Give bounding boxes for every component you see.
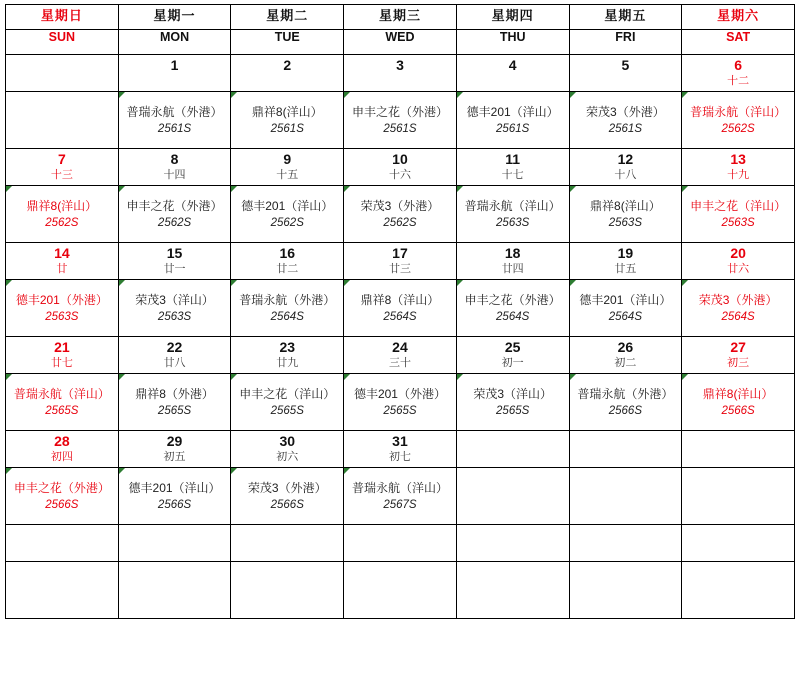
calendar-empty-cell: [456, 468, 569, 525]
calendar-event-cell[interactable]: [231, 186, 344, 243]
day-number: 19: [617, 245, 634, 261]
voyage-code: 2564S: [383, 311, 417, 323]
vessel-name: 德丰201（洋山）: [466, 105, 559, 119]
day-number: 7: [57, 151, 66, 167]
header-row-chinese: [6, 5, 795, 30]
day-number: 25: [504, 339, 521, 355]
weekday-header-en-sat: SAT: [682, 30, 795, 55]
weekday-header-cn-wed: 星期三: [344, 5, 457, 30]
vessel-name: 申丰之花（外港）: [13, 481, 110, 495]
event-block: [6, 92, 118, 104]
day-event-row: [6, 374, 795, 431]
vessel-name: 德丰201（外港）: [15, 293, 108, 307]
calendar-day-cell[interactable]: [682, 525, 795, 562]
vessel-name: 荣茂3（洋山）: [473, 387, 552, 401]
day-number: 29: [166, 433, 183, 449]
calendar-event-cell[interactable]: [344, 468, 457, 525]
event-block: [457, 92, 569, 138]
vessel-name: 普瑞永航（洋山）: [464, 199, 561, 213]
calendar-day-cell[interactable]: [6, 431, 119, 468]
vessel-name: 申丰之花（洋山）: [690, 199, 787, 213]
event-block: [119, 92, 231, 138]
day-number: [570, 525, 682, 527]
calendar-event-cell[interactable]: [344, 374, 457, 431]
day-number: 27: [730, 339, 746, 355]
calendar-event-cell[interactable]: [231, 280, 344, 337]
vessel-name: 普瑞永航（洋山）: [351, 481, 448, 495]
event-block: [344, 468, 456, 514]
event-block: [6, 468, 118, 514]
lunar-date: 十八: [614, 169, 637, 181]
calendar-empty-cell: [6, 562, 119, 619]
calendar-empty-cell: [6, 92, 119, 149]
lunar-date: 十四: [163, 169, 186, 181]
day-number: 2: [283, 57, 292, 73]
calendar-day-cell[interactable]: [569, 337, 682, 374]
calendar-empty-cell: [682, 468, 795, 525]
event-block: [119, 186, 231, 232]
calendar-event-cell[interactable]: [569, 374, 682, 431]
calendar-event-cell[interactable]: [231, 92, 344, 149]
calendar-day-cell[interactable]: [344, 149, 457, 186]
vessel-name: 普瑞永航（洋山）: [690, 105, 787, 119]
event-block: [344, 92, 456, 138]
voyage-code: 2562S: [383, 217, 417, 229]
calendar-empty-cell: [569, 468, 682, 525]
day-number: 11: [505, 151, 521, 167]
event-block: [457, 186, 569, 232]
day-number-row: [6, 149, 795, 186]
calendar-day-cell[interactable]: [231, 525, 344, 562]
vessel-name: 普瑞永航（外港）: [239, 293, 336, 307]
weekday-header-cn-thu: 星期四: [456, 5, 569, 30]
calendar-event-cell[interactable]: [6, 280, 119, 337]
lunar-date: 廿七: [50, 357, 73, 369]
voyage-code: 2561S: [270, 123, 304, 135]
lunar-date: 廿三: [388, 263, 411, 275]
vessel-name: 德丰201（洋山）: [241, 199, 334, 213]
day-number: 8: [170, 151, 179, 167]
voyage-code: 2561S: [496, 123, 530, 135]
calendar-event-cell[interactable]: [118, 186, 231, 243]
calendar-event-cell[interactable]: [118, 280, 231, 337]
vessel-name: 德丰201（洋山）: [579, 293, 672, 307]
lunar-date: 廿: [56, 263, 68, 275]
calendar-event-cell[interactable]: [6, 186, 119, 243]
lunar-date: 十九: [727, 169, 750, 181]
lunar-date: 十七: [501, 169, 524, 181]
calendar-day-cell[interactable]: [118, 149, 231, 186]
vessel-name: 荣茂3（外港）: [586, 105, 665, 119]
calendar-event-cell[interactable]: [682, 374, 795, 431]
calendar-event-cell[interactable]: [569, 186, 682, 243]
day-number: 31: [392, 433, 408, 449]
day-number: 15: [166, 245, 183, 261]
weekday-header-cn-sat: 星期六: [682, 5, 795, 30]
voyage-code: 2566S: [270, 499, 304, 511]
calendar-day-cell[interactable]: [456, 243, 569, 280]
voyage-code: 2563S: [608, 217, 642, 229]
day-number-row: [6, 55, 795, 92]
voyage-code: 2561S: [157, 123, 192, 135]
vessel-name: 普瑞永航（外港）: [126, 105, 223, 119]
calendar-event-cell[interactable]: [682, 280, 795, 337]
vessel-name: 荣茂3（外港）: [360, 199, 440, 213]
lunar-date: 初五: [163, 451, 186, 463]
lunar-date: 十六: [388, 169, 411, 181]
day-number: [119, 525, 231, 527]
day-event-row: [6, 468, 795, 525]
calendar-day-cell[interactable]: [569, 55, 682, 92]
day-number: 26: [617, 339, 634, 355]
voyage-code: 2565S: [157, 405, 192, 417]
day-event-row: [6, 186, 795, 243]
event-block: [119, 374, 231, 420]
calendar-day-cell[interactable]: [344, 337, 457, 374]
day-number: 20: [730, 245, 746, 261]
calendar-day-cell[interactable]: [569, 149, 682, 186]
calendar-day-cell[interactable]: [682, 243, 795, 280]
vessel-name: 鼎祥8(洋山）: [251, 105, 323, 119]
voyage-code: 2562S: [721, 123, 755, 135]
lunar-date: 廿四: [501, 263, 524, 275]
event-block: [231, 186, 343, 232]
lunar-date: 初二: [614, 357, 637, 369]
calendar-day-cell[interactable]: [6, 243, 119, 280]
lunar-date: 廿八: [163, 357, 186, 369]
vessel-name: 荣茂3（外港）: [698, 293, 778, 307]
event-block: [682, 562, 794, 574]
vessel-name: 鼎祥8（外港）: [135, 387, 214, 401]
calendar-day-cell[interactable]: [344, 431, 457, 468]
calendar-event-cell[interactable]: [344, 186, 457, 243]
day-number: [457, 525, 569, 527]
event-block: [344, 186, 456, 232]
calendar-day-cell[interactable]: [231, 243, 344, 280]
calendar-event-cell[interactable]: [118, 468, 231, 525]
weekday-header-cn-tue: 星期二: [231, 5, 344, 30]
day-event-row: [6, 92, 795, 149]
voyage-code: 2564S: [270, 311, 304, 323]
vessel-name: 申丰之花（外港）: [351, 105, 448, 119]
calendar-empty-cell: [118, 562, 231, 619]
event-block: [6, 280, 118, 326]
day-number: [570, 431, 682, 433]
lunar-date: 十二: [727, 75, 750, 87]
weekday-header-en-thu: THU: [456, 30, 569, 55]
event-block: [682, 186, 794, 232]
calendar-day-cell[interactable]: [118, 431, 231, 468]
calendar-day-cell[interactable]: [456, 431, 569, 468]
event-block: [457, 374, 569, 420]
voyage-code: 2561S: [383, 123, 417, 135]
lunar-date: 廿六: [727, 263, 750, 275]
day-number: 21: [54, 339, 70, 355]
vessel-name: 申丰之花（洋山）: [239, 387, 336, 401]
vessel-name: 鼎祥8(洋山）: [26, 199, 98, 213]
day-number: 18: [504, 245, 521, 261]
voyage-code: 2566S: [721, 405, 755, 417]
calendar-day-cell[interactable]: [118, 243, 231, 280]
voyage-code: 2566S: [608, 405, 642, 417]
event-block: [231, 562, 343, 574]
calendar-day-cell[interactable]: [569, 243, 682, 280]
calendar-day-cell[interactable]: [456, 525, 569, 562]
weekday-header-en-sun: SUN: [6, 30, 119, 55]
schedule-calendar: [5, 4, 795, 619]
calendar-day-cell[interactable]: [118, 55, 231, 92]
weekday-header-cn-mon: 星期一: [118, 5, 231, 30]
event-block: [6, 186, 118, 232]
event-block: [682, 92, 794, 138]
event-block: [119, 468, 231, 514]
day-number: [344, 525, 456, 527]
vessel-name: 德丰201（外港）: [353, 387, 446, 401]
calendar-day-cell[interactable]: [569, 431, 682, 468]
voyage-code: 2565S: [496, 405, 530, 417]
calendar-event-cell[interactable]: [118, 374, 231, 431]
day-number: 6: [734, 57, 742, 73]
calendar-event-cell[interactable]: [456, 186, 569, 243]
lunar-date: 廿一: [163, 263, 186, 275]
day-number: 23: [279, 339, 296, 355]
event-block: [231, 468, 343, 514]
weekday-header-cn-sun: 星期日: [6, 5, 119, 30]
voyage-code: 2563S: [721, 217, 755, 229]
calendar-event-cell[interactable]: [344, 92, 457, 149]
calendar-day-cell[interactable]: [682, 431, 795, 468]
calendar-day-cell[interactable]: [682, 149, 795, 186]
day-number: 14: [54, 245, 70, 261]
calendar-day-cell[interactable]: [344, 55, 457, 92]
event-block: [344, 374, 456, 420]
voyage-code: 2564S: [496, 311, 530, 323]
day-number-row: [6, 525, 795, 562]
vessel-name: 鼎祥8(洋山）: [702, 387, 774, 401]
voyage-code: 2565S: [270, 405, 304, 417]
day-number: 13: [730, 151, 746, 167]
event-block: [570, 562, 682, 574]
calendar-day-cell[interactable]: [6, 149, 119, 186]
vessel-name: 普瑞永航（洋山）: [13, 387, 110, 401]
calendar-event-cell[interactable]: [456, 92, 569, 149]
calendar-empty-cell: [344, 562, 457, 619]
voyage-code: 2562S: [270, 217, 304, 229]
event-block: [6, 562, 118, 574]
lunar-date: 三十: [388, 357, 411, 369]
lunar-date: 初三: [727, 357, 750, 369]
event-block: [457, 280, 569, 326]
day-number-row: [6, 337, 795, 374]
calendar-day-cell[interactable]: [682, 337, 795, 374]
vessel-name: 荣茂3（外港）: [247, 481, 327, 495]
day-number: [457, 431, 569, 433]
day-number: 24: [392, 339, 408, 355]
header-row-english: [6, 30, 795, 55]
day-number: [231, 525, 343, 527]
event-block: [231, 280, 343, 326]
calendar-day-cell[interactable]: [6, 525, 119, 562]
calendar-day-cell[interactable]: [231, 149, 344, 186]
voyage-code: 2563S: [496, 217, 530, 229]
calendar-event-cell[interactable]: [344, 280, 457, 337]
event-block: [457, 468, 569, 480]
vessel-name: 申丰之花（外港）: [126, 199, 223, 213]
day-number: 12: [617, 151, 634, 167]
day-number: 9: [283, 151, 292, 167]
event-block: [119, 280, 231, 326]
day-number: 1: [170, 57, 179, 73]
event-block: [570, 374, 682, 420]
voyage-code: 2562S: [45, 217, 79, 229]
calendar-day-cell[interactable]: [344, 525, 457, 562]
day-number-row: [6, 243, 795, 280]
calendar-event-cell[interactable]: [682, 186, 795, 243]
event-block: [344, 562, 456, 574]
weekday-header-en-wed: WED: [344, 30, 457, 55]
day-number: 3: [396, 57, 404, 73]
weekday-header-en-fri: FRI: [569, 30, 682, 55]
calendar-empty-cell: [231, 562, 344, 619]
calendar-day-cell[interactable]: [456, 55, 569, 92]
calendar-day-cell[interactable]: [456, 337, 569, 374]
day-number: [6, 55, 118, 57]
calendar-day-cell[interactable]: [682, 55, 795, 92]
day-number: [682, 525, 794, 527]
event-block: [344, 280, 456, 326]
voyage-code: 2565S: [45, 405, 79, 417]
vessel-name: 申丰之花（外港）: [464, 293, 561, 307]
lunar-date: 初七: [388, 451, 411, 463]
day-number: 16: [279, 245, 296, 261]
vessel-name: 德丰201（洋山）: [128, 481, 221, 495]
day-event-row: [6, 562, 795, 619]
calendar-event-cell[interactable]: [6, 468, 119, 525]
event-block: [231, 374, 343, 420]
lunar-date: 廿二: [276, 263, 299, 275]
event-block: [570, 92, 682, 138]
voyage-code: 2563S: [157, 311, 192, 323]
calendar-empty-cell: [456, 562, 569, 619]
day-number-row: [6, 431, 795, 468]
calendar-event-cell[interactable]: [456, 374, 569, 431]
event-block: [682, 468, 794, 480]
voyage-code: 2566S: [45, 499, 79, 511]
calendar-empty-cell: [569, 562, 682, 619]
calendar-day-cell[interactable]: [6, 55, 119, 92]
calendar-event-cell[interactable]: [118, 92, 231, 149]
calendar-event-cell[interactable]: [231, 468, 344, 525]
voyage-code: 2564S: [721, 311, 755, 323]
day-number: 4: [508, 57, 517, 73]
day-event-row: [6, 280, 795, 337]
calendar-event-cell[interactable]: [456, 280, 569, 337]
lunar-date: 廿九: [276, 357, 299, 369]
calendar-day-cell[interactable]: [344, 243, 457, 280]
lunar-date: 初六: [276, 451, 299, 463]
calendar-day-cell[interactable]: [231, 337, 344, 374]
calendar-day-cell[interactable]: [118, 525, 231, 562]
vessel-name: 普瑞永航（外港）: [577, 387, 674, 401]
event-block: [570, 280, 682, 326]
event-block: [457, 562, 569, 574]
day-number: [6, 525, 118, 527]
voyage-code: 2563S: [45, 311, 79, 323]
lunar-date: 十五: [276, 169, 299, 181]
calendar-event-cell[interactable]: [682, 92, 795, 149]
weekday-header-en-mon: MON: [118, 30, 231, 55]
calendar-empty-cell: [682, 562, 795, 619]
calendar-event-cell[interactable]: [6, 374, 119, 431]
calendar-day-cell[interactable]: [569, 525, 682, 562]
vessel-name: 荣茂3（洋山）: [135, 293, 214, 307]
day-number: 22: [166, 339, 183, 355]
weekday-header-cn-fri: 星期五: [569, 5, 682, 30]
calendar-day-cell[interactable]: [456, 149, 569, 186]
day-number: 17: [392, 245, 408, 261]
event-block: [682, 374, 794, 420]
lunar-date: 廿五: [614, 263, 637, 275]
day-number: 10: [392, 151, 408, 167]
event-block: [119, 562, 231, 574]
day-number: 5: [621, 57, 630, 73]
day-number: 30: [279, 433, 296, 449]
calendar-day-cell[interactable]: [6, 337, 119, 374]
voyage-code: 2565S: [383, 405, 417, 417]
voyage-code: 2562S: [157, 217, 192, 229]
event-block: [231, 92, 343, 138]
lunar-date: 十三: [50, 169, 73, 181]
voyage-code: 2567S: [383, 499, 417, 511]
event-block: [682, 280, 794, 326]
voyage-code: 2561S: [608, 123, 642, 135]
voyage-code: 2564S: [608, 311, 642, 323]
event-block: [570, 468, 682, 480]
weekday-header-en-tue: TUE: [231, 30, 344, 55]
calendar-day-cell[interactable]: [231, 431, 344, 468]
event-block: [570, 186, 682, 232]
vessel-name: 鼎祥8（洋山）: [360, 293, 440, 307]
vessel-name: 鼎祥8(洋山）: [590, 199, 661, 213]
day-number: [682, 431, 794, 433]
calendar-event-cell[interactable]: [569, 280, 682, 337]
lunar-date: 初一: [501, 357, 524, 369]
lunar-date: 初四: [50, 451, 73, 463]
event-block: [6, 374, 118, 420]
calendar-day-cell[interactable]: [231, 55, 344, 92]
day-number: 28: [54, 433, 70, 449]
voyage-code: 2566S: [157, 499, 192, 511]
calendar-event-cell[interactable]: [231, 374, 344, 431]
calendar-day-cell[interactable]: [118, 337, 231, 374]
calendar-event-cell[interactable]: [569, 92, 682, 149]
